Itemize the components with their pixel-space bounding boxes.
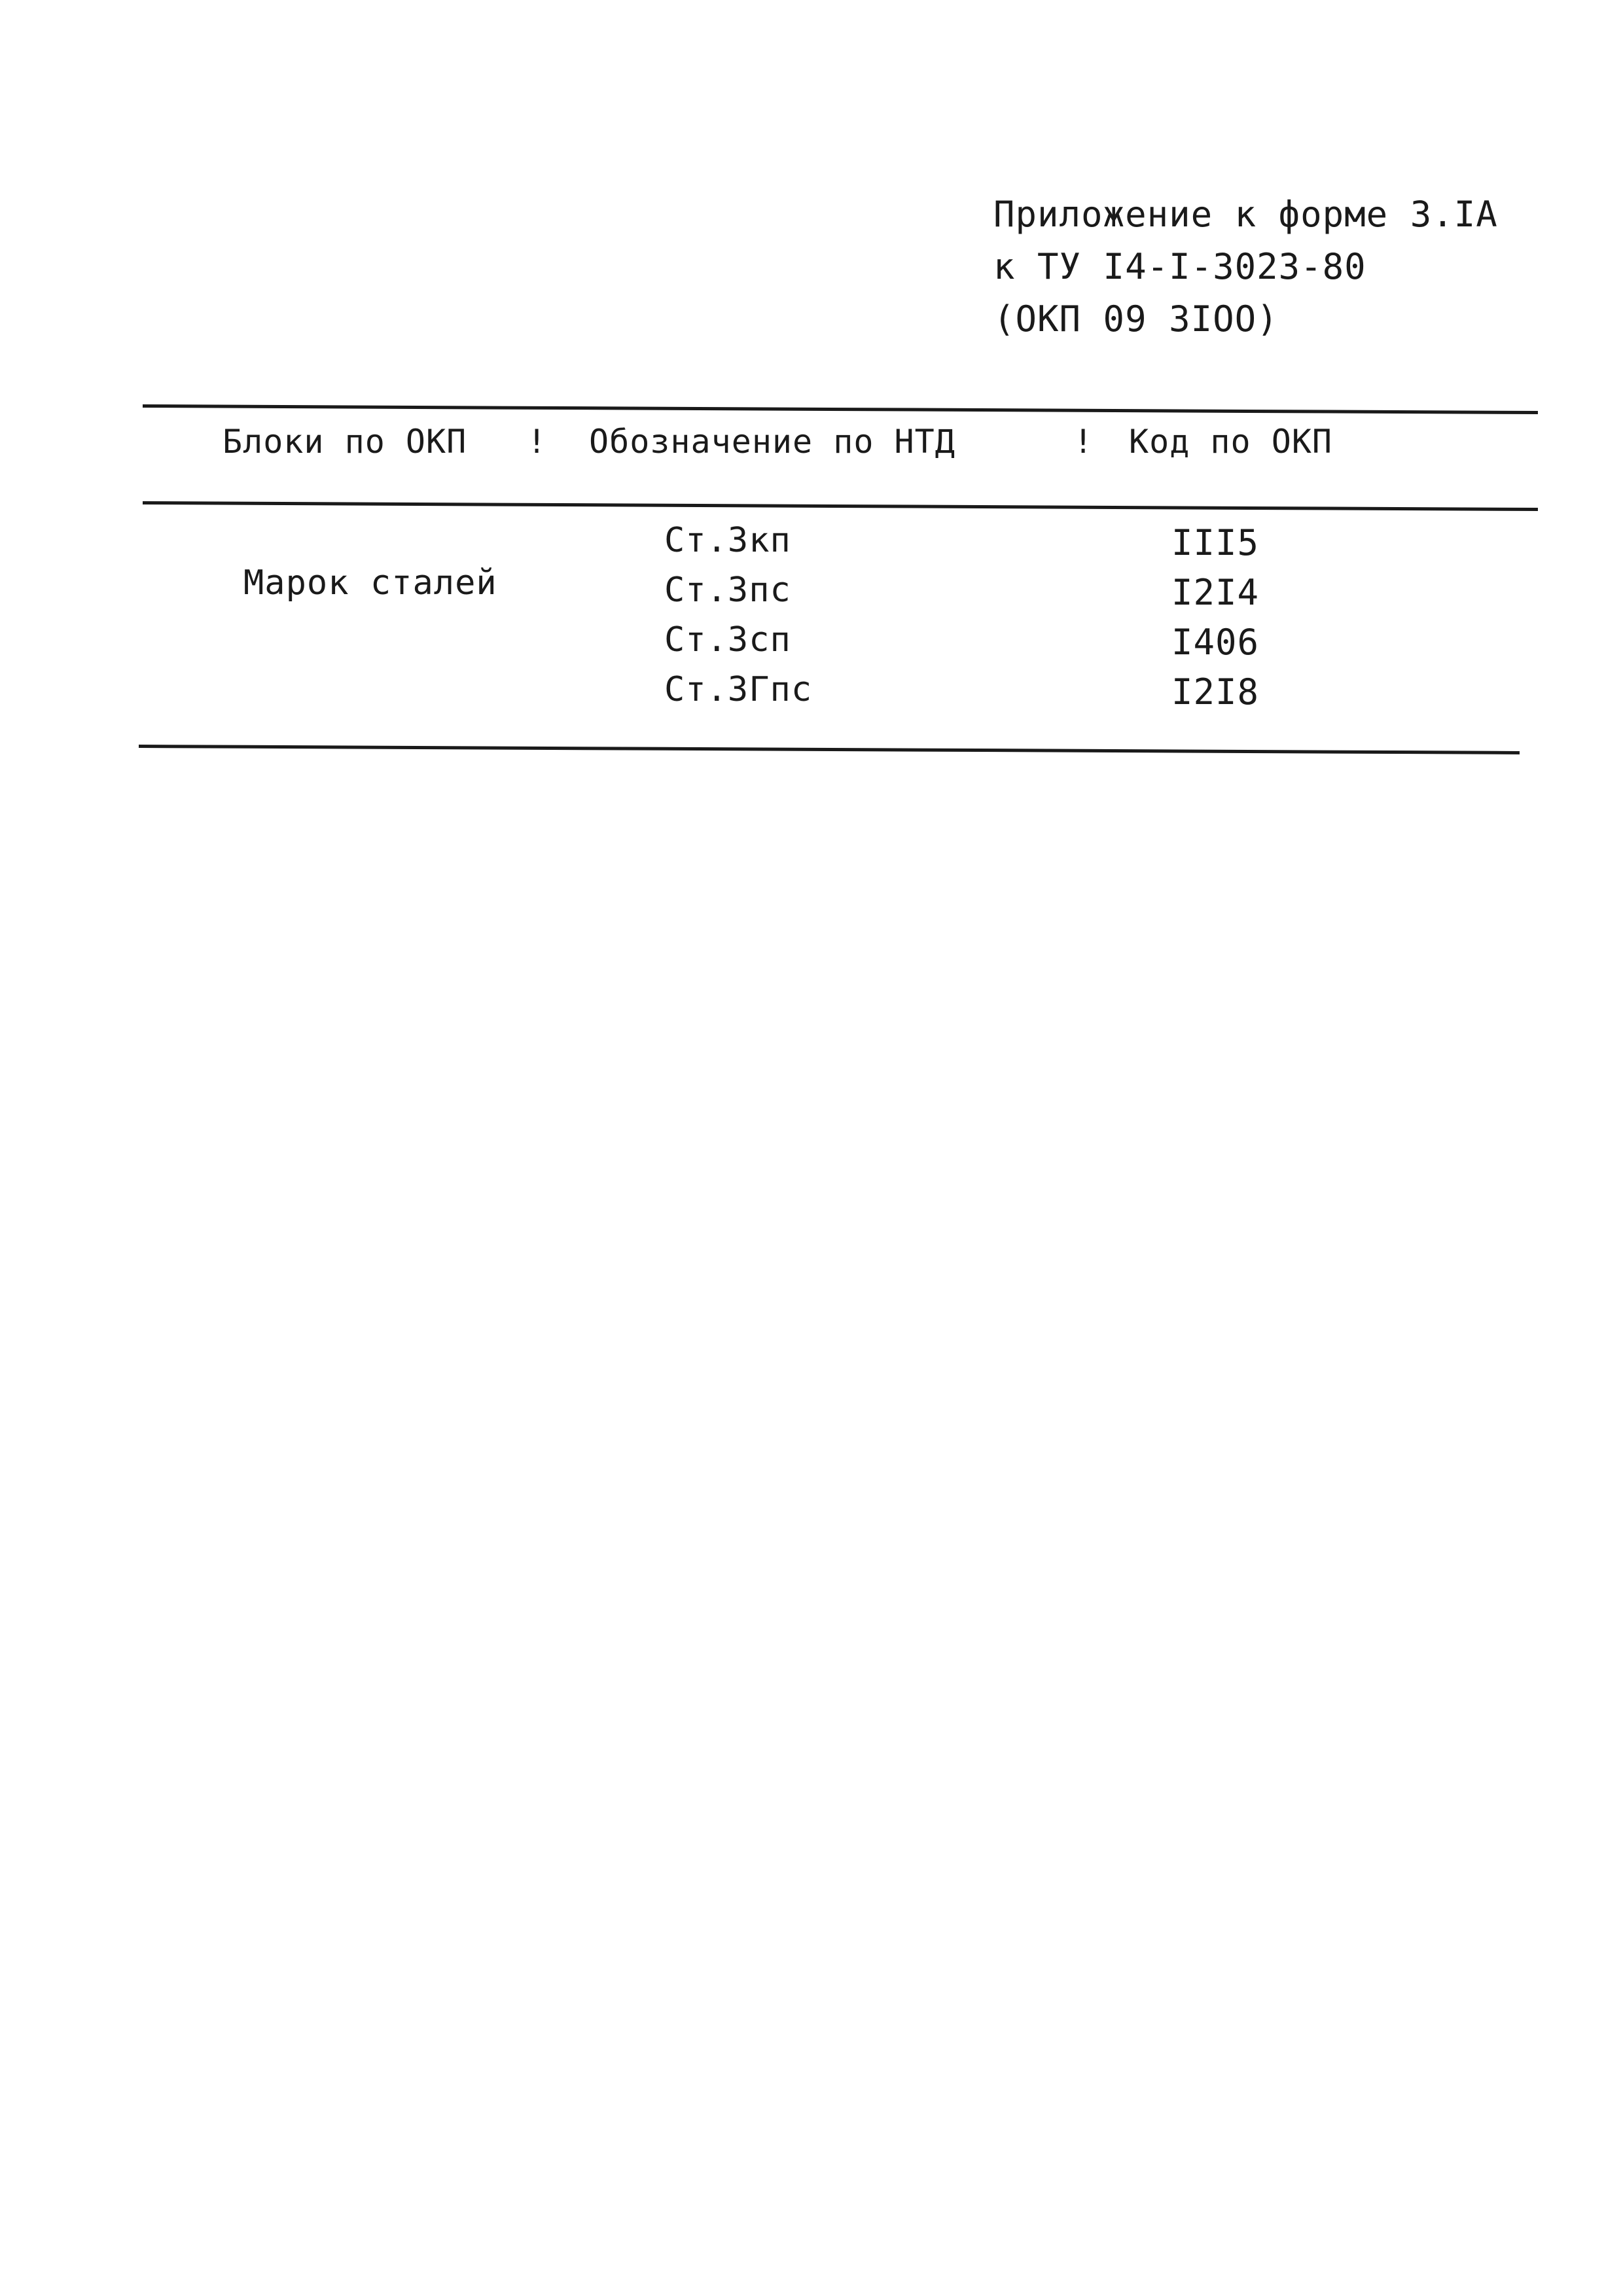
heading-line-okp: (ОКП 09 3IOO) (993, 298, 1279, 340)
document-heading (993, 188, 1582, 345)
header-separator: ! (527, 423, 547, 461)
code-cell: I2I4 (1171, 572, 1260, 613)
designation-cell: Ст.3сп (664, 620, 791, 660)
code-column (1171, 518, 1259, 717)
heading-line-spec: к ТУ I4-I-3023-80 (993, 246, 1366, 287)
designation-cell: Ст.3пс (664, 571, 791, 610)
header-designation: Обозначение по НТД (589, 423, 955, 461)
header-separator: ! (1073, 423, 1094, 461)
designation-column (664, 516, 812, 715)
code-cell: I406 (1171, 622, 1260, 663)
header-blocks: Блоки по ОКП (223, 423, 467, 461)
header-code: Код по ОКП (1129, 423, 1333, 461)
table-bottom-rule (139, 745, 1520, 754)
table-header-rule (143, 501, 1538, 511)
designation-cell: Ст.3Гпс (664, 670, 813, 709)
designation-cell: Ст.3кп (664, 521, 791, 560)
table-top-rule (143, 404, 1538, 414)
block-name-cell: Марок сталей (243, 563, 497, 603)
code-cell: I2I8 (1171, 671, 1260, 713)
heading-line-appendix: Приложение к форме 3.IA (993, 194, 1498, 235)
code-cell: III5 (1171, 522, 1260, 563)
